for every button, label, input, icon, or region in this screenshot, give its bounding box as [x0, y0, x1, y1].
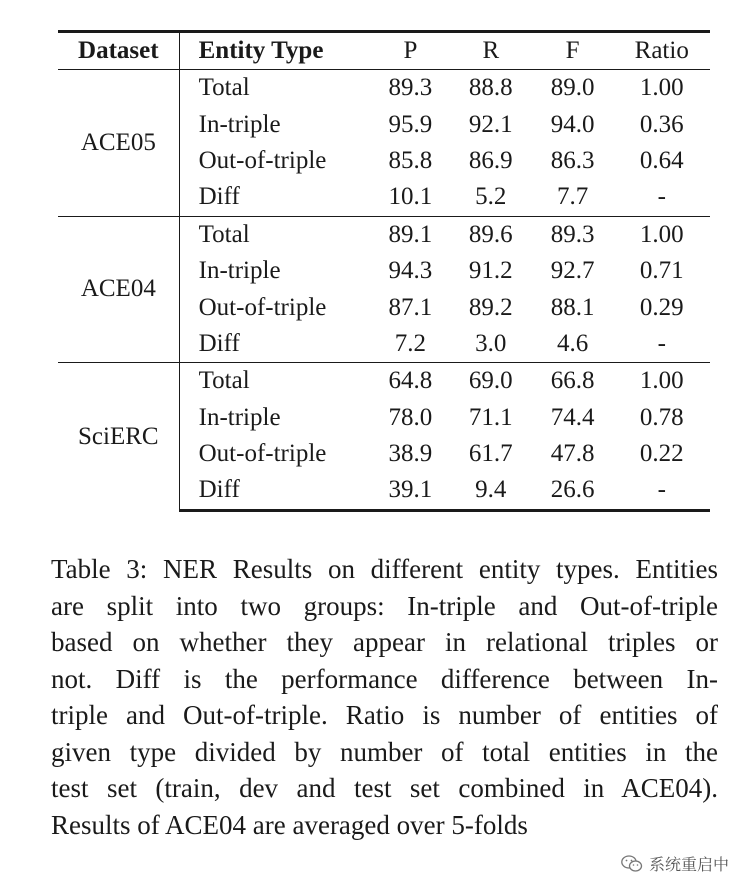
f-cell: 92.7 [550, 257, 595, 285]
ratio-cell: 1.00 [614, 216, 711, 253]
r-cell: 71.1 [468, 403, 513, 431]
p-cell: 89.3 [388, 74, 433, 102]
p-cell: 38.9 [388, 440, 433, 468]
p-cell: 85.8 [388, 146, 433, 174]
f-cell: 66.8 [532, 363, 614, 400]
ratio-cell: 0.64 [639, 146, 684, 174]
header-ratio: Ratio [634, 37, 689, 64]
f-cell: 4.6 [556, 329, 589, 357]
caption-line: Table 3: NER Results on different entity types. Entities [51, 554, 718, 584]
p-cell: 78.0 [388, 403, 433, 431]
results-table [58, 30, 710, 512]
r-cell: 92.1 [468, 110, 513, 138]
entity-type-cell: Diff [179, 472, 371, 510]
header-p: P [403, 37, 418, 64]
caption-line: Results of ACE04 are averaged over 5-folds [51, 809, 528, 840]
p-cell: 87.1 [388, 293, 433, 321]
p-cell: 39.1 [371, 472, 450, 510]
ratio-cell: - [614, 472, 711, 510]
ratio-cell: 0.36 [639, 110, 684, 138]
f-cell: 7.7 [556, 183, 589, 211]
table-header [58, 32, 710, 70]
table-row [58, 363, 710, 400]
header-r: R [482, 37, 500, 64]
r-cell: 86.9 [468, 146, 513, 174]
caption-line: not. Diff is the performance difference between In- [51, 663, 718, 694]
p-cell: 89.1 [371, 216, 450, 253]
header-row [58, 32, 710, 70]
r-cell: 89.2 [468, 293, 513, 321]
header-dataset: Dataset [78, 37, 159, 64]
p-cell: 64.8 [371, 363, 450, 400]
caption-line: triple and Out-of-triple. Ratio is number of entities of [51, 700, 718, 730]
table-row [58, 216, 710, 253]
r-cell: 5.2 [475, 183, 507, 211]
ratio-cell: 1.00 [639, 74, 684, 102]
caption-line: based on whether they appear in relational triples or [51, 627, 718, 657]
watermark [621, 852, 729, 875]
p-cell: 94.3 [388, 257, 433, 285]
entity-type-cell: Out-of-triple [179, 289, 371, 325]
f-cell: 88.1 [550, 293, 595, 321]
r-cell: 69.0 [450, 363, 532, 400]
r-cell: 9.4 [450, 472, 532, 510]
f-cell: 89.0 [550, 74, 595, 102]
entity-type-cell: Total [179, 70, 371, 107]
header-entity-type: Entity Type [179, 32, 371, 70]
table-caption [51, 551, 718, 843]
ratio-cell: - [657, 329, 666, 357]
r-cell: 3.0 [475, 329, 507, 357]
caption-line: test set (train, dev and test set combined in ACE04). [51, 773, 718, 803]
dataset-group-scierc [58, 363, 710, 511]
ratio-cell: - [657, 183, 666, 211]
r-cell: 61.7 [468, 440, 513, 468]
f-cell: 89.3 [532, 216, 614, 253]
entity-type-cell: In-triple [179, 253, 371, 289]
watermark-text: 系统重启中 [648, 855, 729, 874]
dataset-cell: ACE05 [80, 128, 156, 156]
f-cell: 74.4 [550, 403, 595, 431]
f-cell: 47.8 [550, 440, 595, 468]
ratio-cell: 1.00 [614, 363, 711, 400]
dataset-cell: ACE04 [58, 216, 179, 363]
p-cell: 7.2 [394, 329, 427, 357]
entity-type-cell: In-triple [179, 400, 371, 436]
r-cell: 89.6 [450, 216, 532, 253]
header-f: F [565, 37, 580, 64]
dataset-cell: SciERC [58, 363, 179, 511]
entity-type-cell: Out-of-triple [179, 143, 371, 179]
caption-line: are split into two groups: In-triple and Out-of-triple [51, 590, 718, 621]
entity-type-cell: Total [179, 216, 371, 253]
ratio-cell: 0.71 [639, 257, 684, 285]
entity-type-cell: Total [179, 363, 371, 400]
r-cell: 91.2 [468, 257, 513, 285]
entity-type-cell: In-triple [179, 106, 371, 142]
table-row [58, 70, 710, 107]
f-cell: 26.6 [532, 472, 614, 510]
r-cell: 88.8 [468, 74, 513, 102]
ratio-cell: 0.22 [639, 440, 684, 468]
entity-type-cell: Diff [179, 179, 371, 216]
entity-type-cell: Diff [179, 326, 371, 363]
wechat-icon [621, 855, 643, 873]
ratio-cell: 0.78 [639, 403, 684, 431]
f-cell: 86.3 [550, 146, 595, 174]
dataset-group-ace05 [58, 70, 710, 217]
caption-line: given type divided by number of total entities in the [51, 736, 718, 767]
p-cell: 95.9 [388, 110, 433, 138]
f-cell: 94.0 [550, 110, 595, 138]
entity-type-cell: Out-of-triple [179, 436, 371, 472]
ratio-cell: 0.29 [639, 293, 684, 321]
p-cell: 10.1 [388, 183, 433, 211]
dataset-group-ace04 [58, 216, 710, 363]
